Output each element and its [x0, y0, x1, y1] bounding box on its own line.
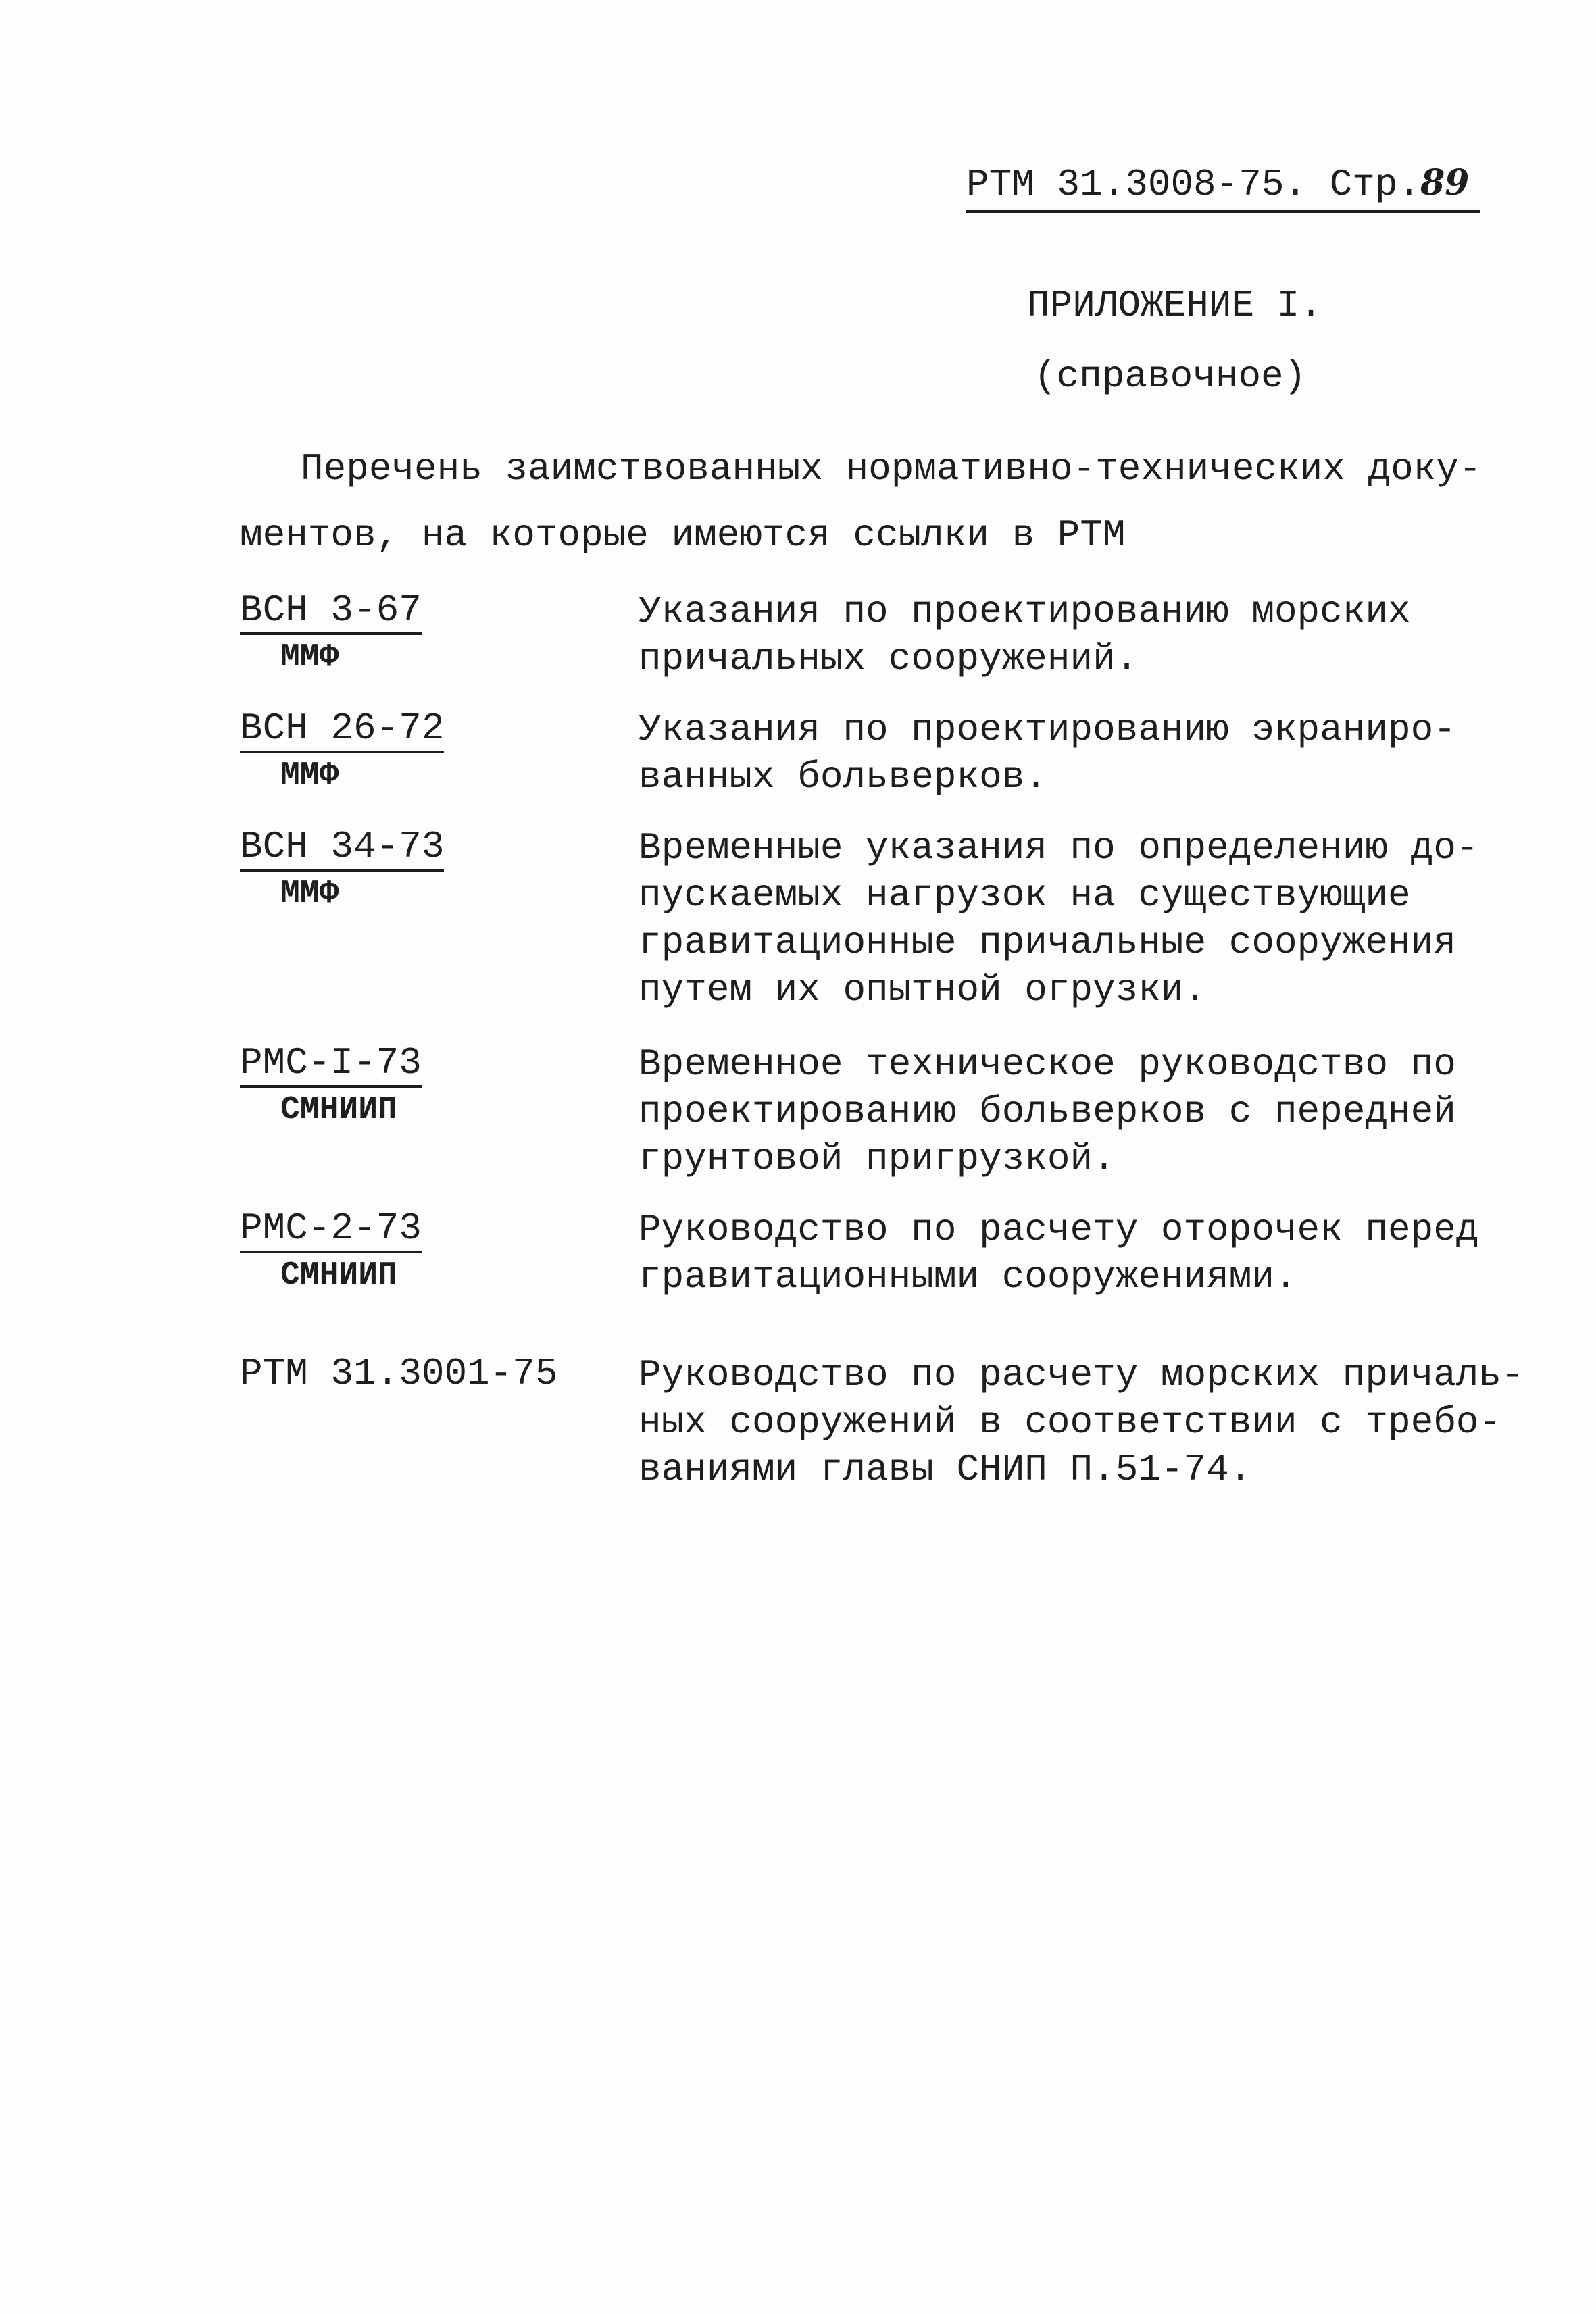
description-line: ных сооружений в соответствии с требо- [639, 1401, 1502, 1444]
document-description [639, 706, 1530, 801]
document-code [240, 1040, 591, 1132]
document-description [639, 1040, 1530, 1182]
description-line: Указания по проектированию морских [639, 590, 1411, 633]
description-line: пускаемых нагрузок на существующие [639, 874, 1411, 917]
document-code [240, 1206, 591, 1298]
description-line: Временное техническое руководство по [639, 1042, 1456, 1086]
description-line: Руководство по расчету морских причаль- [639, 1353, 1524, 1397]
code-organization: СМНИИП [280, 1257, 397, 1294]
description-line: гравитационные причальные сооружения [639, 921, 1456, 964]
intro-line: Перечень заимствованных нормативно-технических доку- [301, 447, 1482, 491]
description-line: проектированию больверков с передней [639, 1090, 1456, 1133]
document-code [240, 824, 591, 916]
code-organization: ММФ [280, 639, 339, 676]
document-code [240, 588, 591, 680]
document-description [639, 1351, 1530, 1493]
code-number: ВСН 34-73 [240, 824, 444, 872]
description-line: путем их опытной огрузки. [639, 968, 1207, 1011]
intro-paragraph [240, 436, 1482, 568]
document-reference: РТМ 31.3008-75. Стр. [966, 163, 1421, 206]
description-line: ваниями главы СНИП П.51-74. [639, 1448, 1252, 1491]
description-line: Временные указания по определению до- [639, 826, 1479, 870]
code-organization: СМНИИП [280, 1092, 397, 1128]
description-line: Руководство по расчету оторочек перед [639, 1208, 1479, 1251]
code-number: РМС-2-73 [240, 1206, 422, 1253]
appendix-title: ПРИЛОЖЕНИЕ I. [1027, 284, 1322, 327]
description-line: гравитационными сооружениями. [639, 1255, 1297, 1299]
appendix-subtitle: (справочное) [1034, 355, 1307, 398]
document-code [240, 706, 591, 798]
description-line: ванных больверков. [639, 755, 1047, 799]
code-number: ВСН 26-72 [240, 706, 444, 753]
intro-line: ментов, на которые имеются ссылки в РТМ [240, 513, 1126, 557]
page-header [966, 162, 1480, 213]
code-number: РМС-I-73 [240, 1040, 422, 1088]
description-line: Указания по проектированию экраниро- [639, 708, 1456, 751]
code-number: ВСН 3-67 [240, 588, 422, 635]
document-description [639, 588, 1530, 682]
description-line: причальных сооружений. [639, 637, 1139, 680]
code-organization: ММФ [280, 876, 339, 912]
document-description [639, 824, 1530, 1013]
document-code [240, 1351, 591, 1396]
document-description [639, 1206, 1530, 1301]
code-organization: ММФ [280, 757, 339, 794]
page-number: 89 [1420, 162, 1470, 203]
code-number: РТМ 31.3001-75 [240, 1352, 558, 1395]
description-line: грунтовой пригрузкой. [639, 1137, 1116, 1180]
